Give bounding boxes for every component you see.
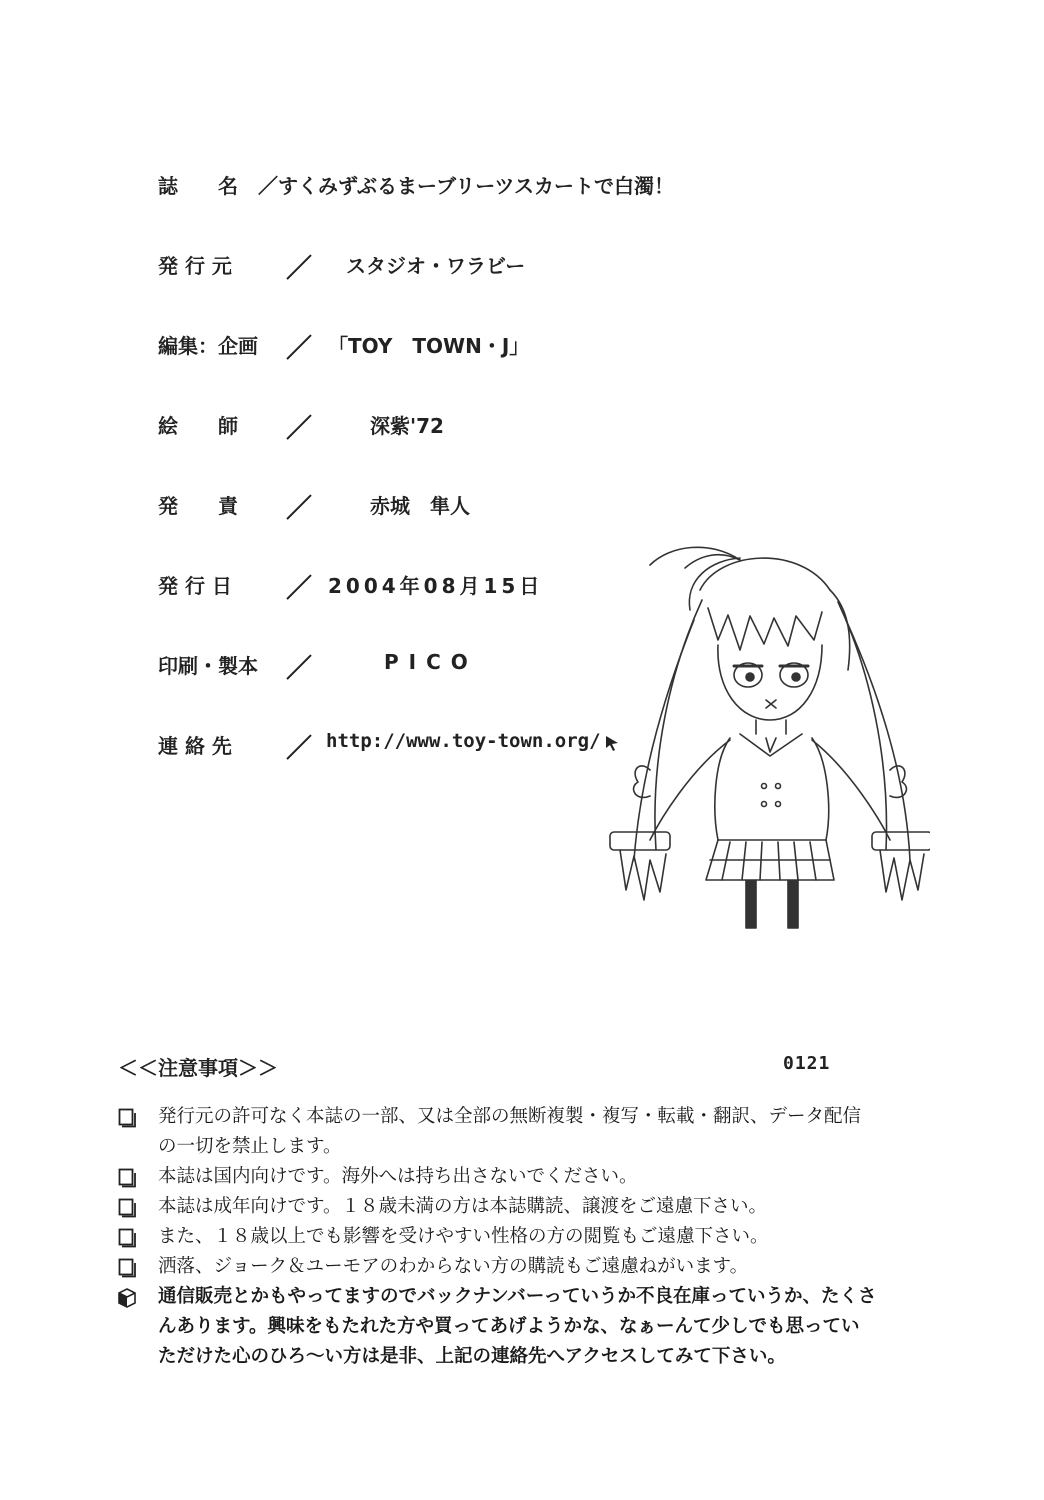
notes-heading: ＜＜注意事項＞＞ [118, 1056, 278, 1080]
slash: ／ [286, 574, 313, 604]
slash: ／ [286, 254, 313, 284]
label-title: 誌 名 [158, 174, 238, 198]
value-publisher: スタジオ・ワラビー [346, 254, 526, 278]
note-text: 通信販売とかもやってますのでバックナンバーっていうか不良在庫っていうか、たくさんあります。興味をもたれた方や買ってあげようかな、なぁーんて少しでも思っていただけた心のひろ〜い方は是非、上記の連絡先へアクセスしてみて下さい。 [158, 1286, 877, 1367]
label-editing: 編集：企画 [158, 334, 258, 358]
label-contact: 連 絡 先 [158, 734, 232, 758]
slash: ／ [286, 414, 313, 444]
value-responsible: 赤城 隼人 [370, 494, 470, 518]
cube-icon [118, 1288, 136, 1308]
character-illustration [590, 520, 930, 940]
value-date: 2004年08月15日 [328, 574, 544, 598]
note-text: また、１８歳以上でも影響を受けやすい性格の方の閲覧もご遠慮下さい。 [158, 1226, 769, 1247]
note-item [118, 1102, 878, 1162]
note-text: 本誌は国内向けです。海外へは持ち出さないでください。 [158, 1166, 638, 1187]
checkbox-icon [118, 1228, 136, 1248]
note-text: 本誌は成年向けです。１８歳未満の方は本誌購読、譲渡をご遠慮下さい。 [158, 1196, 768, 1217]
label-publisher: 発 行 元 [158, 254, 232, 278]
slash: ／ [286, 734, 313, 764]
value-title: ／すくみずぶるまーブリーツスカートで白濁！ [258, 174, 674, 198]
note-text: 洒落、ジョーク＆ユーモアのわからない方の購読もご遠慮ねがいます。 [158, 1256, 749, 1277]
checkbox-icon [118, 1198, 136, 1218]
page-number: 0121 [783, 1053, 831, 1074]
label-responsible: 発 責 [158, 494, 238, 518]
checkbox-icon [118, 1258, 136, 1278]
label-date: 発 行 日 [158, 574, 232, 598]
label-printing: 印刷・製本 [158, 654, 258, 678]
note-text: 発行元の許可なく本誌の一部、又は全部の無断複製・複写・転載・翻訳、データ配信の一切を禁止します。 [158, 1106, 862, 1157]
slash: ／ [286, 654, 313, 684]
value-artist: 深紫'72 [370, 414, 444, 438]
checkbox-icon [118, 1168, 136, 1188]
slash: ／ [286, 334, 313, 364]
checkbox-icon [118, 1108, 136, 1128]
value-contact-url[interactable]: http://www.toy-town.org/ [326, 730, 601, 752]
value-editing: 「TOY TOWN・J」 [328, 334, 530, 358]
label-artist: 絵 師 [158, 414, 238, 438]
slash: ／ [286, 494, 313, 524]
value-printing: PICO [384, 650, 478, 674]
